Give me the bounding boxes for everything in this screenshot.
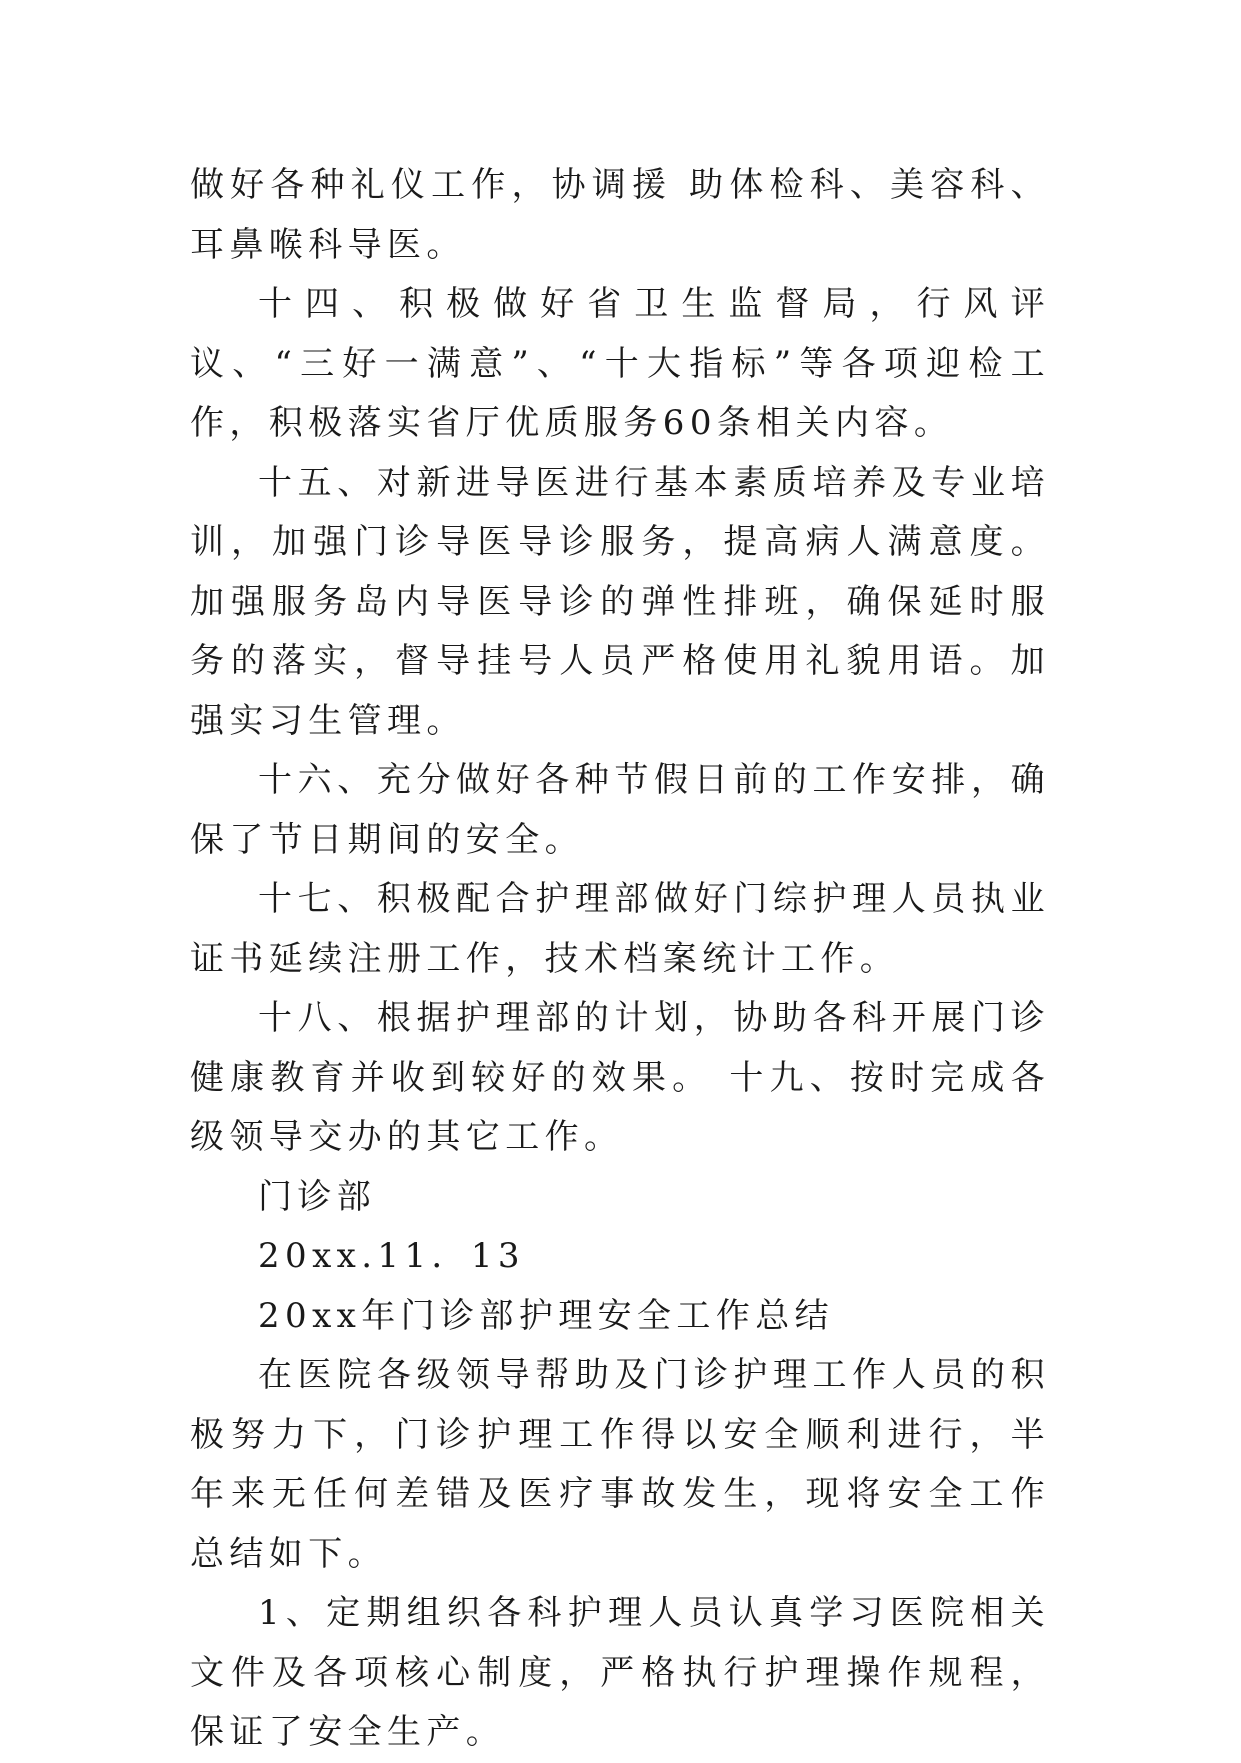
document-date: 20xx.11．13 <box>258 1236 525 1276</box>
paragraph-item-1: 1、定期组织各科护理人员认真学习医院相关文件及各项核心制度，严格执行护理操作规程，保证了安全生产。 <box>190 1593 1050 1752</box>
paragraph-2: 十四、积极做好省卫生监督局，行风评议、“三好一满意”、“十大指标”等各项迎检工作，积极落实省厅优质服务60条相关内容。 <box>190 284 1050 443</box>
paragraph-3: 十五、对新进导医进行基本素质培养及专业培训，加强门诊导医导诊服务，提高病人满意度。加强服务岛内导医导诊的弹性排班，确保延时服务的落实，督导挂号人员严格使用礼貌用语。加强实习生管理。 <box>190 462 1050 741</box>
document-body <box>190 156 1050 1763</box>
paragraph-4: 十六、充分做好各种节假日前的工作安排，确保了节日期间的安全。 <box>190 760 1050 860</box>
paragraph-1: 做好各种礼仪工作，协调援 助体检科、美容科、耳鼻喉科导医。 <box>190 165 1050 265</box>
paragraph-6: 十八、根据护理部的计划，协助各科开展门诊健康教育并收到较好的效果。 十九、按时完成各级领导交办的其它工作。 <box>190 998 1050 1157</box>
paragraph-intro: 在医院各级领导帮助及门诊护理工作人员的积极努力下，门诊护理工作得以安全顺利进行，半年来无任何差错及医疗事故发生，现将安全工作总结如下。 <box>190 1355 1050 1574</box>
department-signature: 门诊部 <box>258 1176 377 1217</box>
section-heading: 20xx年门诊部护理安全工作总结 <box>258 1295 835 1336</box>
paragraph-5: 十七、积极配合护理部做好门综护理人员执业证书延续注册工作，技术档案统计工作。 <box>190 879 1050 979</box>
